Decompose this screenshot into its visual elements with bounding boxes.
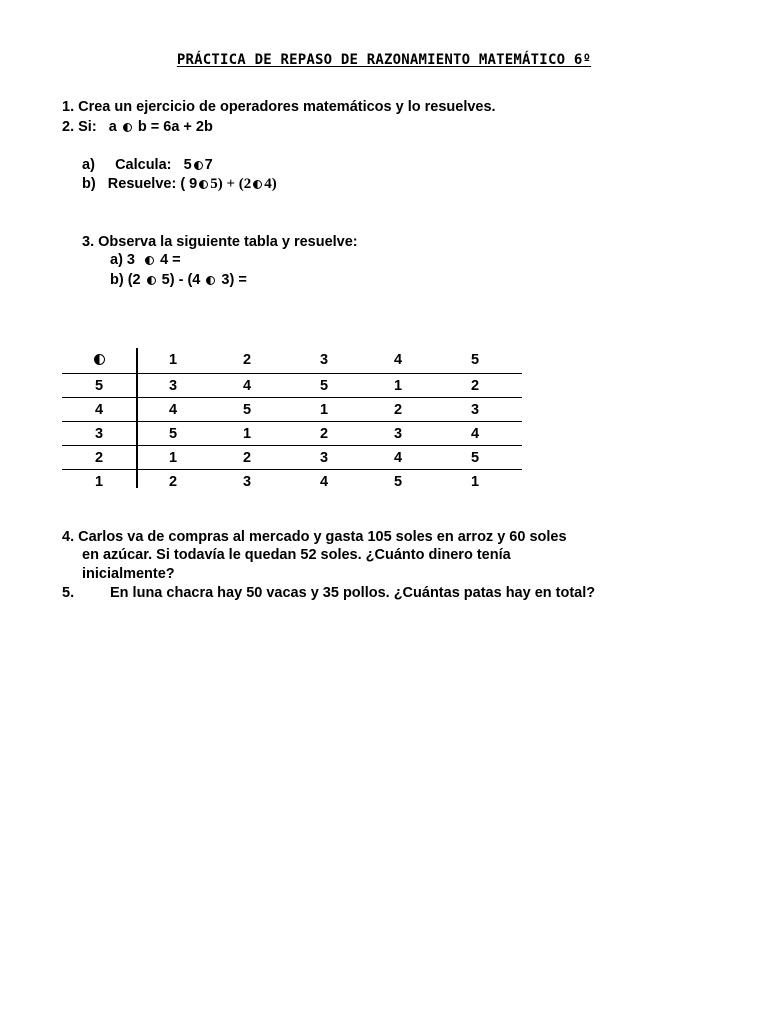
page-title: PRÁCTICA DE REPASO DE RAZONAMIENTO MATEMÁTICO 6º [176,52,592,68]
table-row [62,398,522,422]
table-cell: 3 [470,401,480,418]
table-cell: 3 [319,449,329,466]
question-2b [82,175,277,193]
table-row-label: 5 [94,377,104,394]
table-header-row [62,346,522,374]
table-cell: 5 [470,449,480,466]
question-3b [110,271,247,289]
table-cell: 2 [242,449,252,466]
table-row [62,446,522,470]
q2a-left: 5 [183,157,192,173]
q2b-label: b) [82,176,96,192]
table-row [62,374,522,398]
table-cell: 2 [319,425,329,442]
table-cell: 1 [168,449,178,466]
half-filled-circle-icon [194,161,203,170]
table-cell: 2 [168,473,178,490]
table-header-cell: 5 [470,351,480,368]
q2-prefix: 2. Si: [62,119,97,135]
table-cell: 2 [470,377,480,394]
table-cell: 1 [319,401,329,418]
q3a-pre: a) 3 [110,252,135,268]
q2b-text: Resuelve: ( 9 [107,176,198,192]
question-5-number: 5. [62,585,75,601]
table-cell: 4 [319,473,329,490]
half-filled-circle-icon [199,180,208,189]
question-4-line-3: inicialmente? [82,566,175,582]
table-cell: 5 [319,377,329,394]
q2-rest: b = 6a + 2b [137,119,213,135]
q3b-end: 3) = [221,272,247,288]
half-filled-circle-icon [123,123,132,132]
question-3: 3. Observa la siguiente tabla y resuelve: [82,234,358,250]
q2a-right: 7 [204,157,213,173]
question-5-text: En luna chacra hay 50 vacas y 35 pollos. ¿Cuántas patas hay en total? [110,585,596,601]
table-cell: 1 [470,473,480,490]
half-filled-circle-icon [206,276,215,285]
q2a-text: Calcula: [115,157,172,173]
q3b-pre: b) (2 [110,272,141,288]
question-2 [62,118,213,136]
q3a-post: 4 = [160,252,181,268]
half-filled-circle-icon [253,180,262,189]
table-cell: 4 [168,401,178,418]
question-3a [110,251,181,269]
operation-table [62,346,522,493]
q2-a: a [108,119,117,135]
half-filled-circle-icon [145,256,154,265]
half-filled-circle-icon [94,354,105,365]
table-cell: 5 [393,473,403,490]
question-4-line-2: en azúcar. Si todavía le quedan 52 soles. ¿Cuánto dinero tenía [82,547,511,563]
table-cell: 1 [393,377,403,394]
table-cell: 3 [242,473,252,490]
table-header-cell: 3 [319,351,329,368]
q2b-mid: 5) + (2 [210,176,252,192]
table-row [62,422,522,446]
table-header-cell: 4 [393,351,403,368]
table-cell: 1 [242,425,252,442]
q2b-end: 4) [264,176,277,192]
table-row-label: 1 [94,473,104,490]
table-cell: 2 [393,401,403,418]
table-cell: 4 [242,377,252,394]
table-operator-cell [84,346,114,373]
question-4-line-1: 4. Carlos va de compras al mercado y gasta 105 soles en arroz y 60 soles [62,529,567,545]
table-cell: 4 [393,449,403,466]
question-1: 1. Crea un ejercicio de operadores matemáticos y lo resuelves. [62,99,496,115]
table-row-label: 4 [94,401,104,418]
table-cell: 5 [168,425,178,442]
question-2a [82,156,213,174]
table-row [62,470,522,493]
table-cell: 4 [470,425,480,442]
table-header-cell: 2 [242,351,252,368]
q2a-label: a) [82,157,95,173]
table-header-cell: 1 [168,351,178,368]
table-row-label: 2 [94,449,104,466]
q3b-mid: 5) - (4 [161,272,201,288]
half-filled-circle-icon [147,276,156,285]
table-row-label: 3 [94,425,104,442]
table-cell: 5 [242,401,252,418]
table-cell: 3 [393,425,403,442]
table-cell: 3 [168,377,178,394]
